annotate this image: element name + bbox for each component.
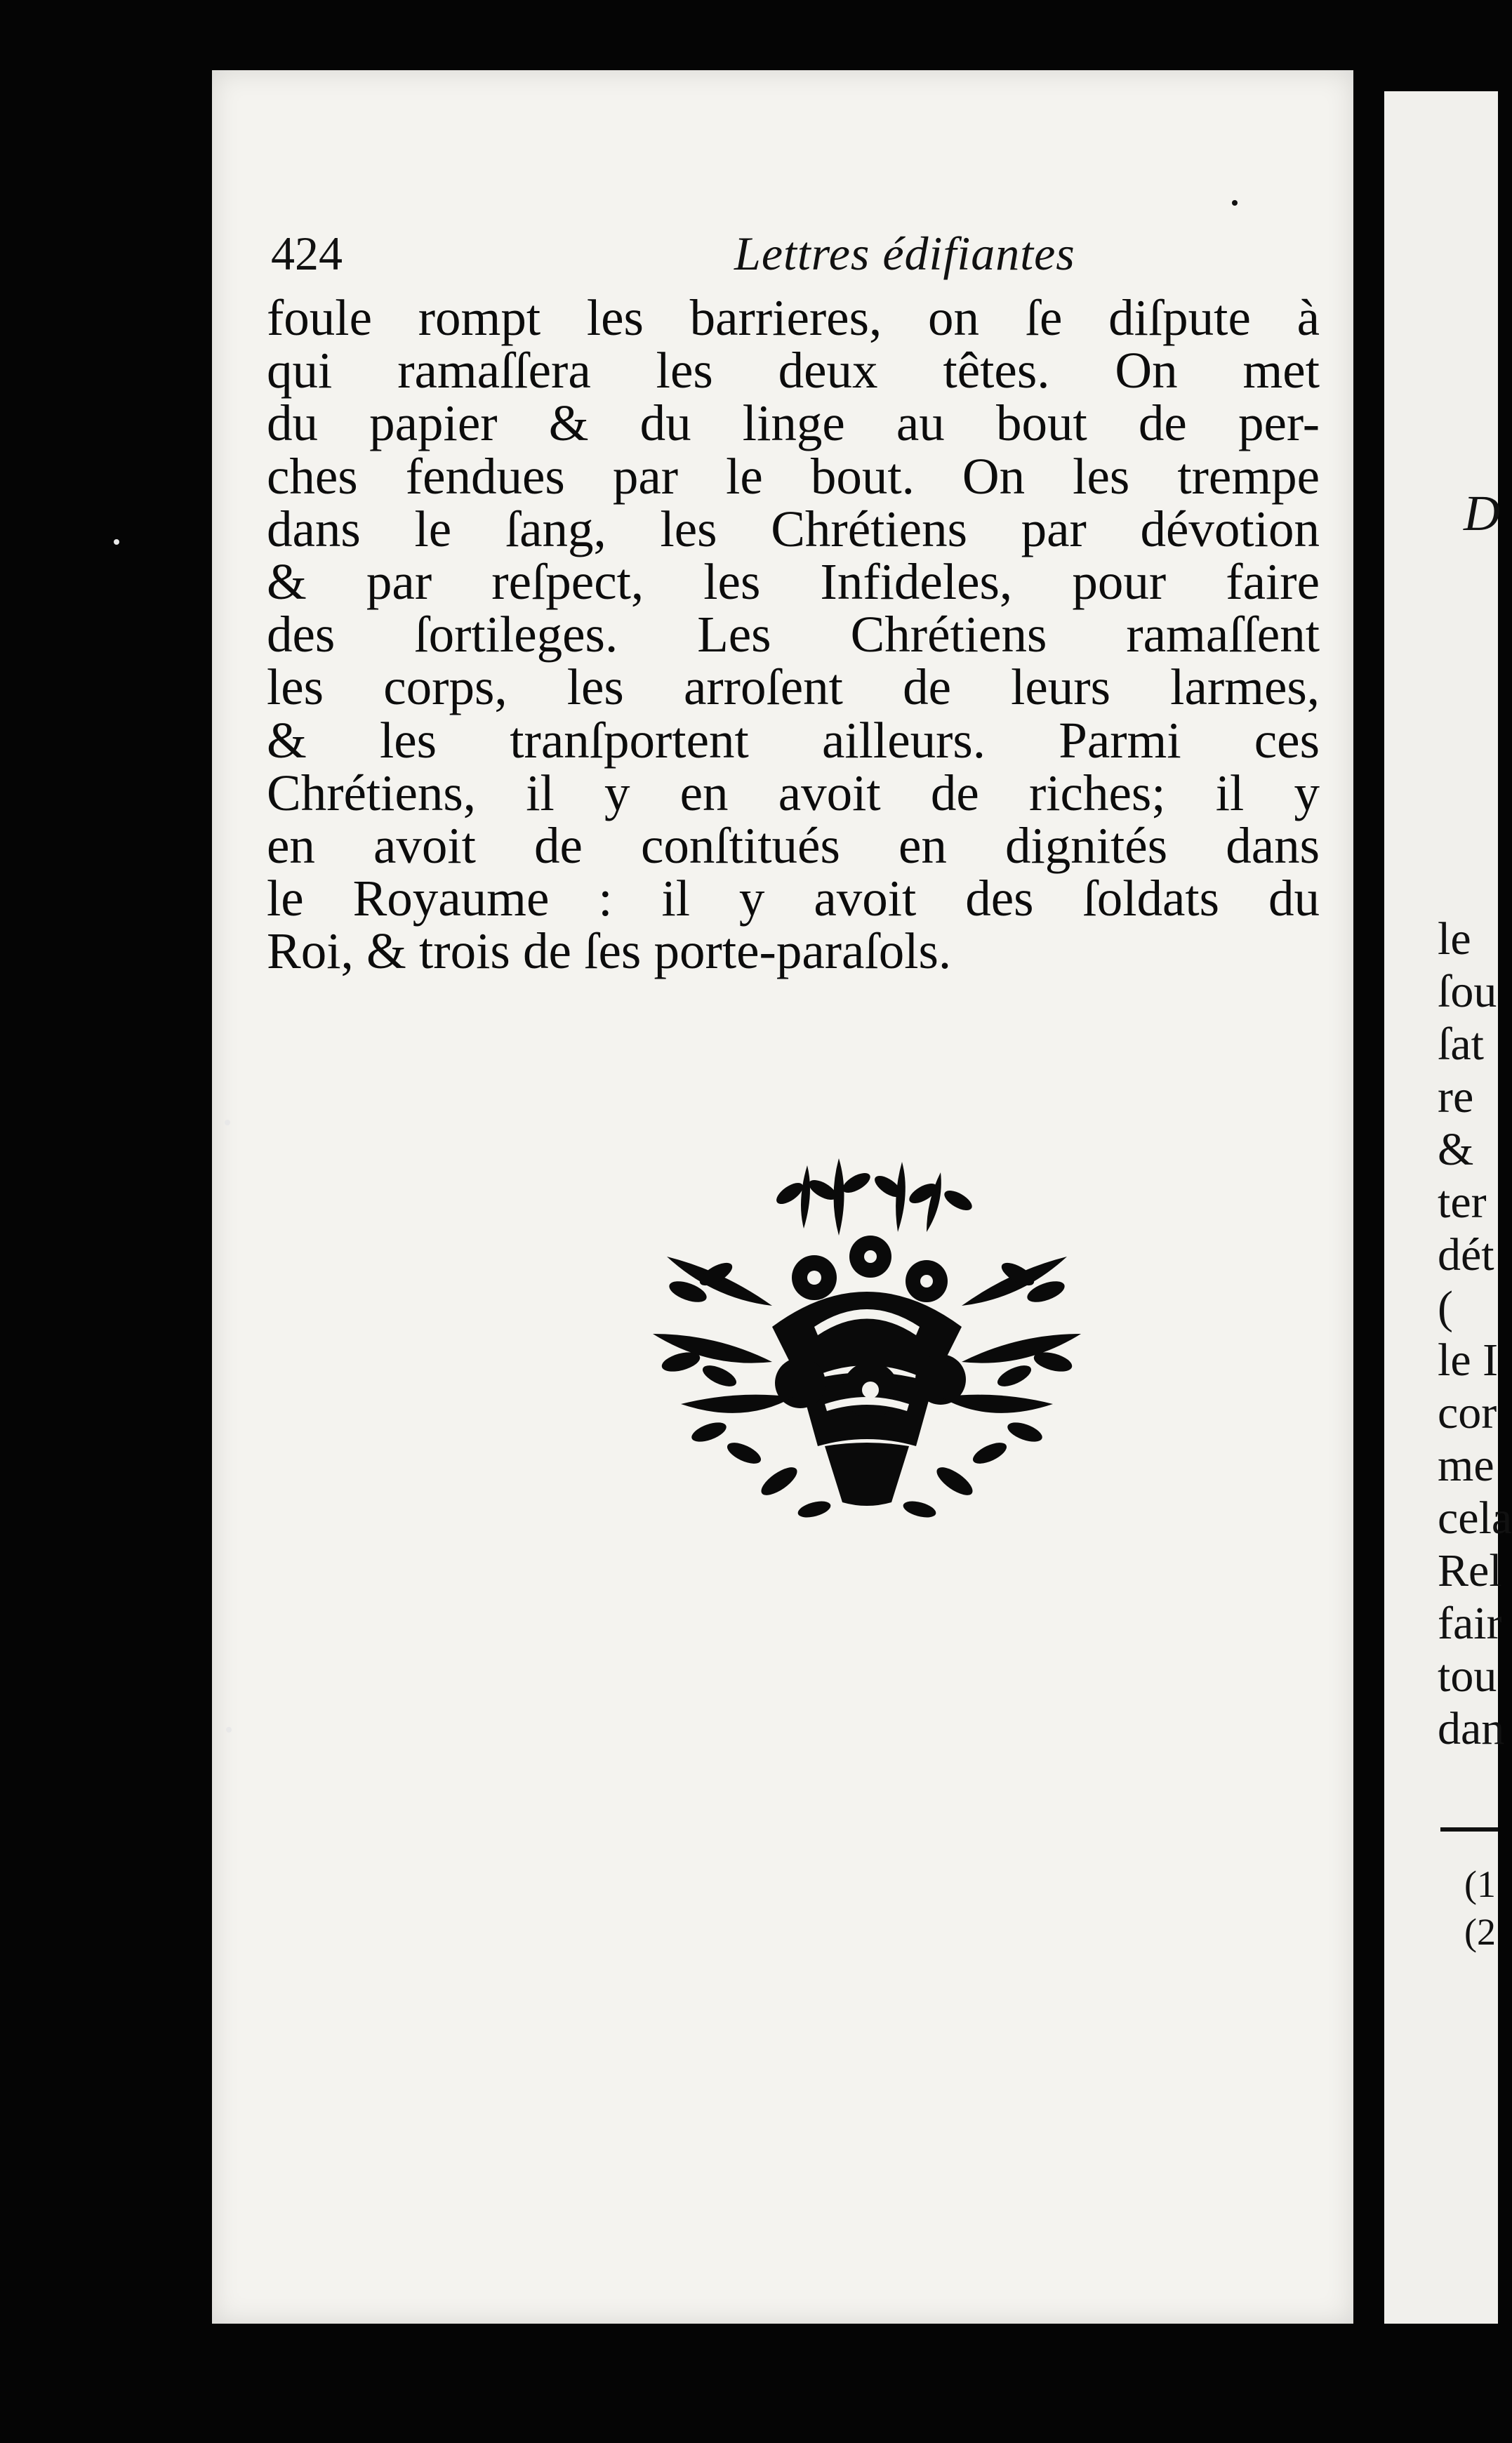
text-line: dans le ſang, les Chrétiens par dévotion: [267, 500, 1320, 557]
facing-line: dét: [1438, 1229, 1494, 1280]
facing-line: ſat: [1438, 1019, 1484, 1070]
facing-line: tou: [1438, 1650, 1497, 1702]
facing-line: cor: [1438, 1387, 1497, 1438]
text-line: Roi, & trois de ſes porte-paraſols.: [267, 922, 952, 980]
dust-speck: [114, 539, 119, 545]
facing-page-initial: D: [1464, 485, 1500, 541]
text-line: en avoit de conſtitués en dignités dans: [267, 816, 1320, 874]
text-line: & les tranſportent ailleurs. Parmi ces: [267, 711, 1320, 769]
dust-speck: [1232, 200, 1238, 206]
text-line: qui ramaſſera les deux têtes. On met: [267, 342, 1320, 399]
facing-line: Rel: [1438, 1545, 1502, 1596]
facing-footnotes: [1464, 1860, 1496, 1956]
facing-line: fair: [1438, 1598, 1502, 1649]
text-line: & par reſpect, les Infideles, pour faire: [267, 552, 1320, 610]
facing-line: cela: [1438, 1492, 1512, 1544]
running-title: Lettres édifiantes: [734, 227, 1075, 280]
dust-speck: [226, 1727, 232, 1733]
facing-page-text: [1438, 913, 1512, 1755]
dust-speck: [225, 1120, 230, 1125]
facing-footnote-rule: [1440, 1827, 1498, 1832]
facing-line: ſou: [1438, 966, 1497, 1017]
facing-line: re: [1438, 1071, 1474, 1123]
text-line: des ſortileges. Les Chrétiens ramaſſent: [267, 606, 1320, 663]
facing-line: ter: [1438, 1177, 1487, 1228]
facing-note: (1: [1464, 1863, 1496, 1905]
page-number: 424: [271, 227, 343, 280]
body-text: [267, 289, 1320, 980]
facing-line: le I: [1438, 1335, 1499, 1386]
facing-note: (2: [1464, 1911, 1496, 1953]
text-line: Chrétiens, il y en avoit de riches; il y: [267, 764, 1320, 821]
facing-line: dan: [1438, 1703, 1505, 1754]
text-line: foule rompt les barrieres, on ſe diſpute à: [267, 289, 1320, 346]
facing-line: me: [1438, 1440, 1494, 1491]
text-line: ches fendues par le bout. On les trempe: [267, 447, 1320, 505]
facing-line: (: [1438, 1282, 1453, 1333]
text-line: le Royaume : il y avoit des ſoldats du: [267, 870, 1320, 927]
facing-line: &: [1438, 1124, 1474, 1175]
text-line: les corps, les arroſent de leurs larmes,: [267, 658, 1320, 716]
facing-line: le: [1438, 913, 1471, 965]
text-line: du papier & du linge au bout de per-: [267, 395, 1320, 452]
floral-ornament-icon: [639, 1151, 1095, 1530]
